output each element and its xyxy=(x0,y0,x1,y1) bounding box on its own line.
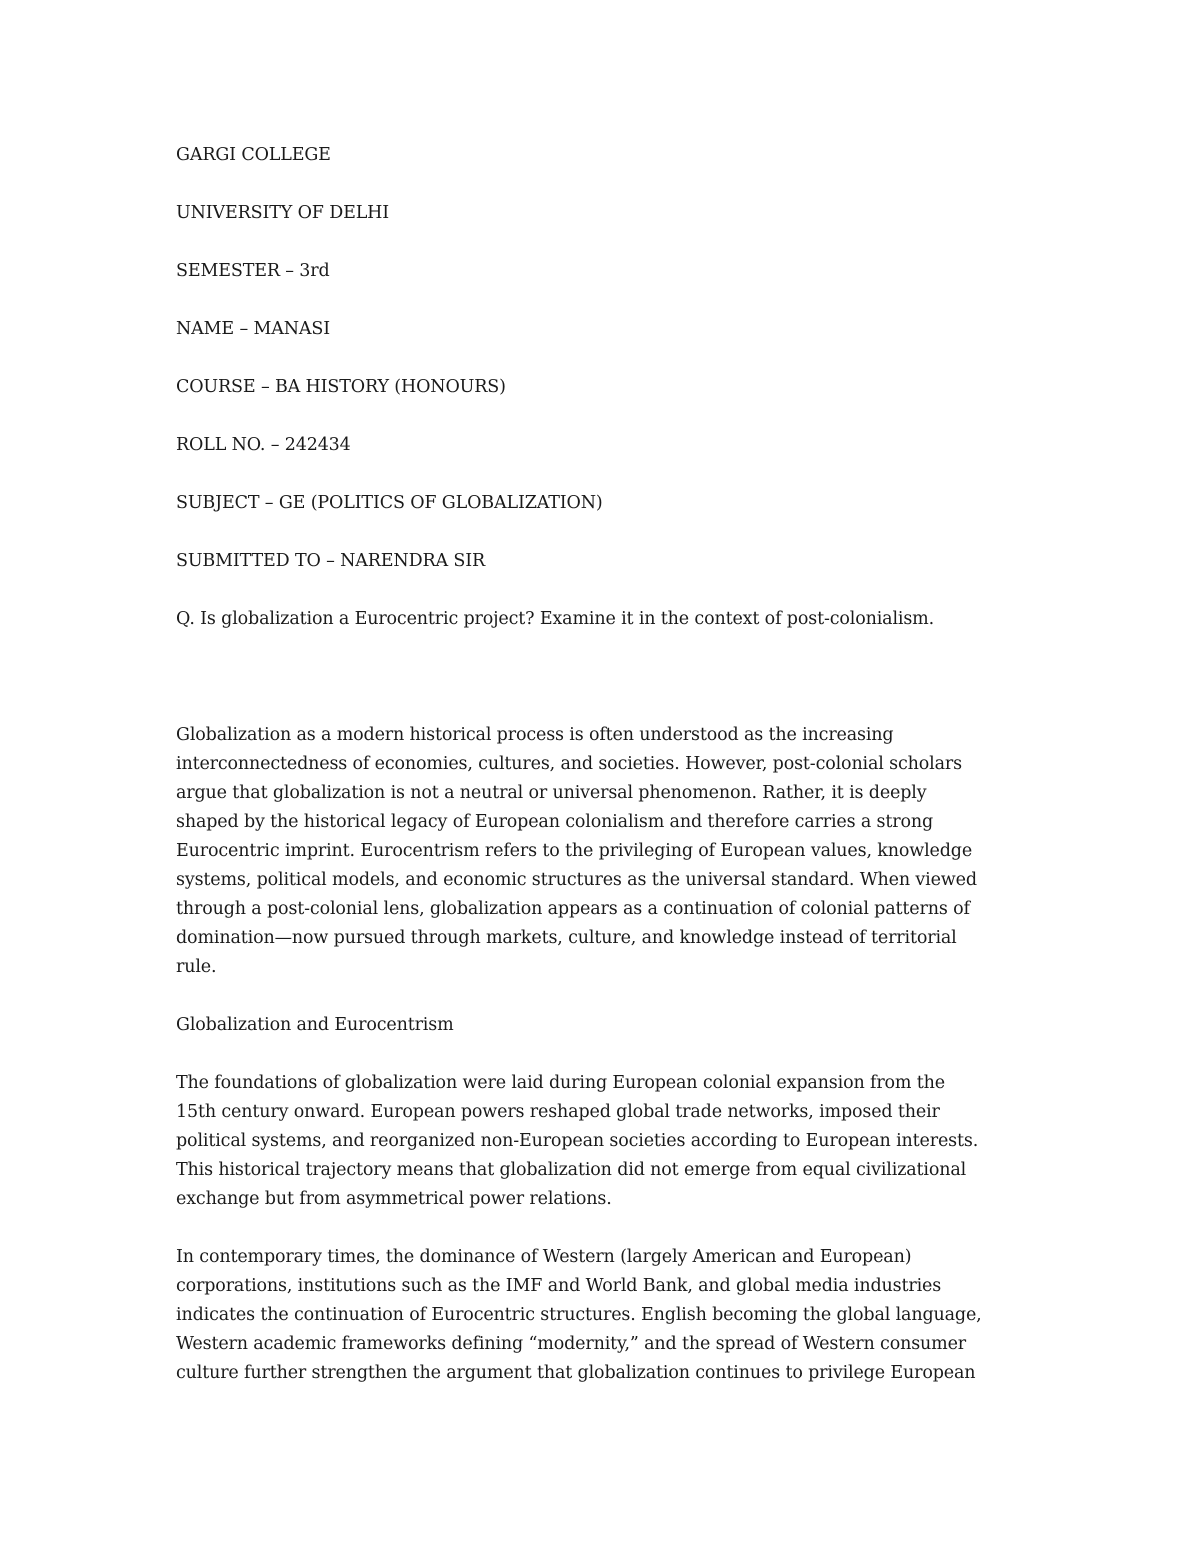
paragraph-line: 15th century onward. European powers reshaped global trade networks, imposed their xyxy=(176,1102,940,1122)
paragraph-line: Eurocentric imprint. Eurocentrism refers to the privileging of European values, knowledge xyxy=(176,841,973,861)
semester-line: SEMESTER – 3rd xyxy=(176,261,330,281)
paragraph-line: political systems, and reorganized non-European societies according to European interests. xyxy=(176,1131,979,1151)
contemporary-paragraph xyxy=(176,1243,1026,1388)
paragraph-line: indicates the continuation of Eurocentric structures. English becoming the global language, xyxy=(176,1305,982,1325)
essay-question: Q. Is globalization a Eurocentric project? Examine it in the context of post-colonialism. xyxy=(176,609,935,629)
title-block xyxy=(176,141,1026,576)
paragraph-line: rule. xyxy=(176,957,217,977)
paragraph-line: Globalization as a modern historical process is often understood as the increasing xyxy=(176,725,894,745)
document-body xyxy=(176,141,1026,1417)
roll-number-line: ROLL NO. – 242434 xyxy=(176,435,351,455)
submitted-to-line: SUBMITTED TO – NARENDRA SIR xyxy=(176,551,486,571)
paragraph-line: argue that globalization is not a neutral or universal phenomenon. Rather, it is deeply xyxy=(176,783,927,803)
foundations-paragraph xyxy=(176,1069,1026,1214)
paragraph-line: systems, political models, and economic structures as the universal standard. When viewed xyxy=(176,870,977,890)
paragraph-line: culture further strengthen the argument that globalization continues to privilege European xyxy=(176,1363,976,1383)
course-line: COURSE – BA HISTORY (HONOURS) xyxy=(176,377,506,397)
paragraph-line: through a post-colonial lens, globalization appears as a continuation of colonial patterns of xyxy=(176,899,970,919)
paragraph-line: shaped by the historical legacy of European colonialism and therefore carries a strong xyxy=(176,812,934,832)
paragraph-line: interconnectedness of economies, cultures, and societies. However, post-colonial scholars xyxy=(176,754,962,774)
student-name-line: NAME – MANASI xyxy=(176,319,330,339)
paragraph-line: Western academic frameworks defining “modernity,” and the spread of Western consumer xyxy=(176,1334,967,1354)
paragraph-line: domination—now pursued through markets, culture, and knowledge instead of territorial xyxy=(176,928,957,948)
intro-paragraph xyxy=(176,721,1026,982)
subject-line: SUBJECT – GE (POLITICS OF GLOBALIZATION) xyxy=(176,493,603,513)
college-name: GARGI COLLEGE xyxy=(176,145,331,165)
university-name: UNIVERSITY OF DELHI xyxy=(176,203,390,223)
paragraph-line: exchange but from asymmetrical power relations. xyxy=(176,1189,612,1209)
section-heading: Globalization and Eurocentrism xyxy=(176,1015,454,1035)
paragraph-line: The foundations of globalization were laid during European colonial expansion from the xyxy=(176,1073,945,1093)
paragraph-line: This historical trajectory means that globalization did not emerge from equal civilizational xyxy=(176,1160,967,1180)
paragraph-line: corporations, institutions such as the IMF and World Bank, and global media industries xyxy=(176,1276,942,1296)
paragraph-line: In contemporary times, the dominance of Western (largely American and European) xyxy=(176,1247,912,1267)
